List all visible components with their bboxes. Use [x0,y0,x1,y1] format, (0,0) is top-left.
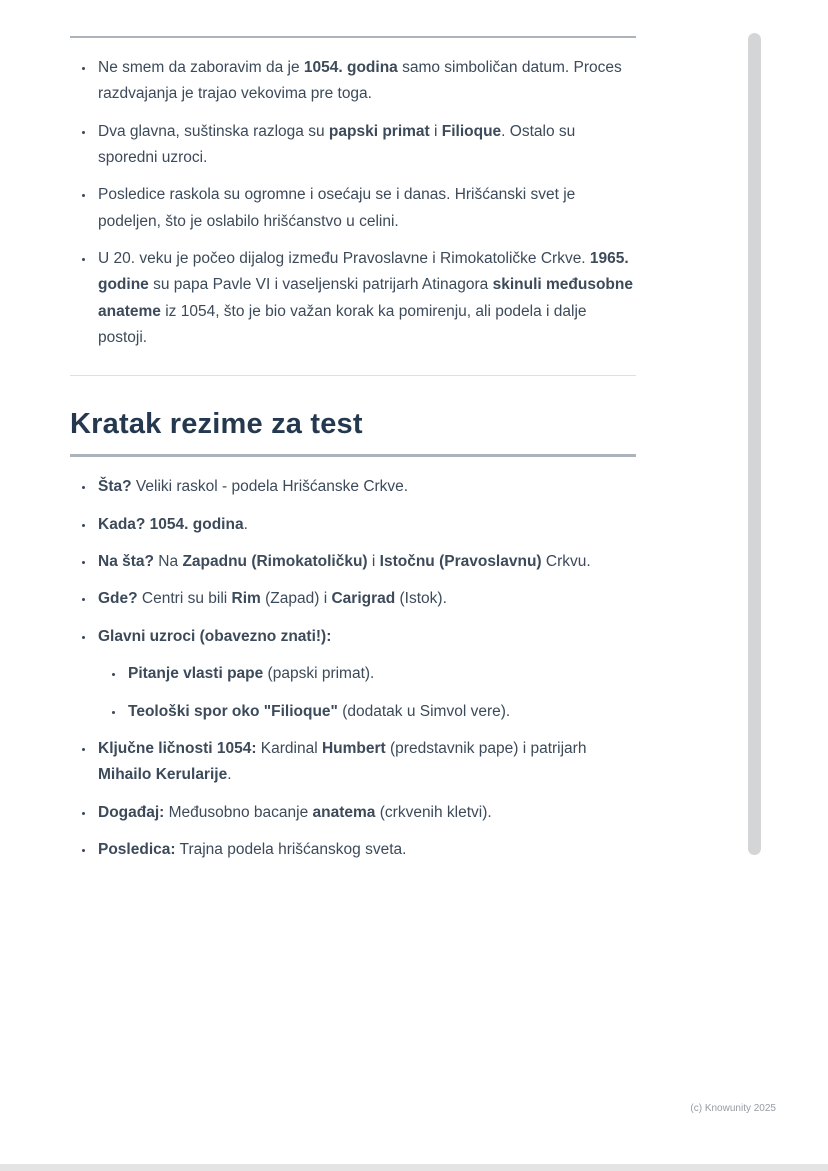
list-item-text: Glavni uzroci (obavezno znati!): [98,627,332,645]
summary-list [70,474,636,863]
list-item [95,624,636,725]
list-item-text: Ne smem da zaboravim da je 1054. godina samo simboličan datum. Proces razdvajanja je trajao vekovima pre toga. [98,59,622,103]
list-item-text: Na šta? Na Zapadnu (Rimokatoličku) i Istočnu (Pravoslavnu) Crkvu. [98,553,591,571]
list-item-text: Događaj: Međusobno bacanje anatema (crkvenih kletvi). [98,803,492,821]
list-item [95,55,636,108]
document-page-content [70,0,636,874]
list-item-text: Posledice raskola su ogromne i osećaju se i danas. Hrišćanski svet je podeljen, što je oslabilo hrišćanstvo u celini. [98,186,576,230]
section-divider [70,375,636,376]
list-item-text: Ključne ličnosti 1054: Kardinal Humbert (predstavnik pape) i patrijarh Mihailo Kerularije. [98,739,587,784]
list-item-text: Šta? Veliki raskol - podela Hrišćanske Crkve. [98,478,409,496]
heading-underline [70,454,636,457]
list-item-text: Gde? Centri su bili Rim (Zapad) i Carigrad (Istok). [98,590,447,608]
list-item [95,246,636,351]
list-item [125,661,636,687]
scrollbar-thumb[interactable] [748,33,761,855]
list-item-text: Kada? 1054. godina. [98,515,248,533]
list-item [95,474,636,500]
list-item [95,119,636,172]
list-item-text: Teološki spor oko "Filioque" (dodatak u Simvol vere). [128,702,511,720]
list-item-text: Dva glavna, suštinska razloga su papski primat i Filioque. Ostalo su sporedni uzroci. [98,122,576,167]
scrollbar-track[interactable] [746,30,762,860]
list-item [95,182,636,235]
notes-list [70,55,636,351]
list-item-text: U 20. veku je počeo dijalog između Pravoslavne i Rimokatoličke Crkve. 1965. godine su papa Pavle VI i vaseljenski patrijarh Atinagora skinuli međusobne anateme iz 1054, što je bio važan korak ka pomirenju, ali podela i dalje postoji. [98,250,633,347]
list-item [95,586,636,612]
list-item [95,549,636,575]
nested-list [98,661,636,725]
list-item [95,736,636,789]
page-bottom-edge [0,1164,828,1171]
section-title: Kratak rezime za test [70,408,363,441]
list-item-text: Pitanje vlasti pape (papski primat). [128,665,375,683]
list-item [95,512,636,538]
list-item [95,837,636,863]
top-divider [70,36,636,38]
list-item [95,800,636,826]
list-item [125,699,636,725]
list-item-text: Posledica: Trajna podela hrišćanskog sveta. [98,840,407,858]
copyright-footer: (c) Knowunity 2025 [690,1103,776,1114]
